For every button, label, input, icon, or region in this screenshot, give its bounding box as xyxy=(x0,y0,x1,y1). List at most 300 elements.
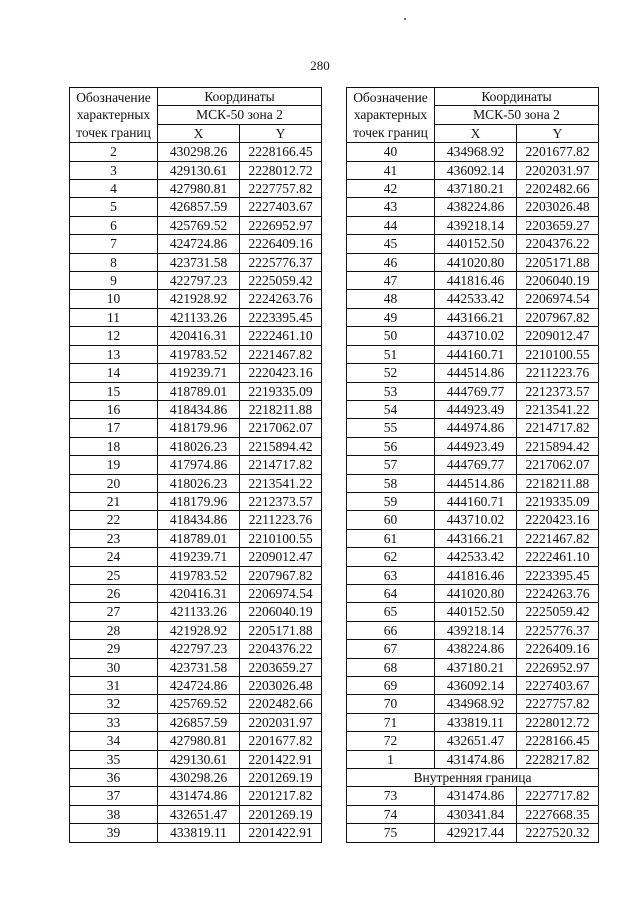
y-coordinate-cell: 2210100.55 xyxy=(240,529,322,547)
point-id-cell: 73 xyxy=(347,787,435,805)
y-coordinate-cell: 2217062.07 xyxy=(517,456,599,474)
point-id-cell: 22 xyxy=(70,511,158,529)
x-coordinate-cell: 417974.86 xyxy=(158,456,240,474)
table-row xyxy=(347,492,599,510)
point-id-cell: 46 xyxy=(347,253,435,271)
x-coordinate-cell: 441020.80 xyxy=(435,253,517,271)
table-row xyxy=(347,161,599,179)
y-coordinate-cell: 2207967.82 xyxy=(517,308,599,326)
y-coordinate-cell: 2210100.55 xyxy=(517,345,599,363)
y-coordinate-cell: 2201217.82 xyxy=(240,787,322,805)
x-coordinate-cell: 430298.26 xyxy=(158,143,240,161)
y-coordinate-cell: 2201422.91 xyxy=(240,750,322,768)
inner-boundary-label: Внутренняя граница xyxy=(347,769,599,787)
y-coordinate-cell: 2215894.42 xyxy=(517,437,599,455)
x-coordinate-cell: 421133.26 xyxy=(158,603,240,621)
right-table-body xyxy=(347,143,599,842)
table-row xyxy=(347,474,599,492)
table-row xyxy=(70,677,322,695)
point-id-cell: 33 xyxy=(70,713,158,731)
y-coordinate-cell: 2212373.57 xyxy=(240,492,322,510)
point-id-cell: 9 xyxy=(70,272,158,290)
table-row xyxy=(70,584,322,602)
y-coordinate-cell: 2202482.66 xyxy=(240,695,322,713)
y-coordinate-cell: 2206040.19 xyxy=(517,272,599,290)
point-id-cell: 10 xyxy=(70,290,158,308)
table-row xyxy=(347,713,599,731)
point-id-cell: 4 xyxy=(70,180,158,198)
table-row xyxy=(347,548,599,566)
x-coordinate-cell: 439218.14 xyxy=(435,216,517,234)
point-id-cell: 62 xyxy=(347,548,435,566)
point-id-cell: 59 xyxy=(347,492,435,510)
y-coordinate-cell: 2206974.54 xyxy=(240,584,322,602)
table-row xyxy=(347,327,599,345)
x-coordinate-cell: 421928.92 xyxy=(158,621,240,639)
y-coordinate-cell: 2219335.09 xyxy=(517,492,599,510)
table-row xyxy=(70,382,322,400)
x-coordinate-cell: 418179.96 xyxy=(158,492,240,510)
table-row xyxy=(347,456,599,474)
y-coordinate-cell: 2224263.76 xyxy=(240,290,322,308)
y-coordinate-cell: 2214717.82 xyxy=(517,419,599,437)
x-coordinate-cell: 424724.86 xyxy=(158,235,240,253)
y-coordinate-cell: 2223395.45 xyxy=(240,308,322,326)
x-coordinate-cell: 444769.77 xyxy=(435,382,517,400)
y-coordinate-cell: 2202031.97 xyxy=(240,713,322,731)
x-coordinate-cell: 436092.14 xyxy=(435,161,517,179)
point-id-cell: 30 xyxy=(70,658,158,676)
table-row xyxy=(70,437,322,455)
table-row xyxy=(70,419,322,437)
table-row xyxy=(347,566,599,584)
point-id-cell: 71 xyxy=(347,713,435,731)
point-id-cell: 7 xyxy=(70,235,158,253)
table-row xyxy=(347,677,599,695)
x-coordinate-cell: 444923.49 xyxy=(435,400,517,418)
table-row xyxy=(70,235,322,253)
y-coordinate-cell: 2220423.16 xyxy=(240,364,322,382)
x-coordinate-cell: 437180.21 xyxy=(435,658,517,676)
y-coordinate-cell: 2225776.37 xyxy=(517,621,599,639)
y-coordinate-cell: 2201677.82 xyxy=(240,732,322,750)
y-coordinate-cell: 2227403.67 xyxy=(240,198,322,216)
point-id-cell: 11 xyxy=(70,308,158,326)
point-id-cell: 39 xyxy=(70,824,158,842)
x-coordinate-cell: 430341.84 xyxy=(435,805,517,823)
header-coordinates: Координаты xyxy=(158,88,322,106)
x-coordinate-cell: 418026.23 xyxy=(158,474,240,492)
y-coordinate-cell: 2227668.35 xyxy=(517,805,599,823)
point-id-cell: 34 xyxy=(70,732,158,750)
x-coordinate-cell: 438224.86 xyxy=(435,640,517,658)
y-coordinate-cell: 2225059.42 xyxy=(517,603,599,621)
x-coordinate-cell: 443710.02 xyxy=(435,327,517,345)
x-coordinate-cell: 437180.21 xyxy=(435,180,517,198)
y-coordinate-cell: 2226409.16 xyxy=(517,640,599,658)
table-row xyxy=(347,824,599,842)
y-coordinate-cell: 2227520.32 xyxy=(517,824,599,842)
y-coordinate-cell: 2218211.88 xyxy=(517,474,599,492)
point-id-cell: 17 xyxy=(70,419,158,437)
x-coordinate-cell: 422797.23 xyxy=(158,640,240,658)
table-row xyxy=(347,805,599,823)
table-row xyxy=(70,180,322,198)
y-coordinate-cell: 2228012.72 xyxy=(240,161,322,179)
table-row xyxy=(347,695,599,713)
y-coordinate-cell: 2205171.88 xyxy=(517,253,599,271)
table-row xyxy=(70,529,322,547)
point-id-cell: 45 xyxy=(347,235,435,253)
point-id-cell: 52 xyxy=(347,364,435,382)
header-point-designation xyxy=(347,88,435,143)
x-coordinate-cell: 421133.26 xyxy=(158,308,240,326)
x-coordinate-cell: 444974.86 xyxy=(435,419,517,437)
header-point-line: точек границ xyxy=(353,124,428,140)
x-coordinate-cell: 425769.52 xyxy=(158,216,240,234)
point-id-cell: 54 xyxy=(347,400,435,418)
point-id-cell: 40 xyxy=(347,143,435,161)
y-coordinate-cell: 2228166.45 xyxy=(240,143,322,161)
point-id-cell: 48 xyxy=(347,290,435,308)
x-coordinate-cell: 440152.50 xyxy=(435,603,517,621)
x-coordinate-cell: 423731.58 xyxy=(158,658,240,676)
x-coordinate-cell: 422797.23 xyxy=(158,272,240,290)
table-row xyxy=(70,327,322,345)
header-y: Y xyxy=(517,124,599,142)
header-point-designation xyxy=(70,88,158,143)
point-id-cell: 36 xyxy=(70,769,158,787)
x-coordinate-cell: 431474.86 xyxy=(158,787,240,805)
point-id-cell: 35 xyxy=(70,750,158,768)
y-coordinate-cell: 2205171.88 xyxy=(240,621,322,639)
header-y: Y xyxy=(240,124,322,142)
y-coordinate-cell: 2201677.82 xyxy=(517,143,599,161)
point-id-cell: 20 xyxy=(70,474,158,492)
x-coordinate-cell: 427980.81 xyxy=(158,732,240,750)
y-coordinate-cell: 2204376.22 xyxy=(517,235,599,253)
y-coordinate-cell: 2203659.27 xyxy=(517,216,599,234)
y-coordinate-cell: 2226952.97 xyxy=(240,216,322,234)
x-coordinate-cell: 426857.59 xyxy=(158,198,240,216)
table-row xyxy=(347,419,599,437)
x-coordinate-cell: 443166.21 xyxy=(435,308,517,326)
y-coordinate-cell: 2201422.91 xyxy=(240,824,322,842)
y-coordinate-cell: 2221467.82 xyxy=(240,345,322,363)
point-id-cell: 61 xyxy=(347,529,435,547)
table-row xyxy=(70,161,322,179)
x-coordinate-cell: 418026.23 xyxy=(158,437,240,455)
y-coordinate-cell: 2209012.47 xyxy=(517,327,599,345)
table-row xyxy=(347,621,599,639)
point-id-cell: 16 xyxy=(70,400,158,418)
x-coordinate-cell: 419783.52 xyxy=(158,345,240,363)
y-coordinate-cell: 2201269.19 xyxy=(240,805,322,823)
table-row xyxy=(70,621,322,639)
x-coordinate-cell: 429130.61 xyxy=(158,750,240,768)
table-row xyxy=(347,253,599,271)
y-coordinate-cell: 2212373.57 xyxy=(517,382,599,400)
point-id-cell: 37 xyxy=(70,787,158,805)
header-point-line: точек границ xyxy=(76,124,151,140)
table-row xyxy=(70,603,322,621)
table-row xyxy=(347,382,599,400)
x-coordinate-cell: 430298.26 xyxy=(158,769,240,787)
table-row xyxy=(347,787,599,805)
point-id-cell: 68 xyxy=(347,658,435,676)
y-coordinate-cell: 2202031.97 xyxy=(517,161,599,179)
point-id-cell: 65 xyxy=(347,603,435,621)
header-point-line: характерных xyxy=(353,107,428,123)
y-coordinate-cell: 2211223.76 xyxy=(517,364,599,382)
y-coordinate-cell: 2213541.22 xyxy=(517,400,599,418)
x-coordinate-cell: 444160.71 xyxy=(435,492,517,510)
x-coordinate-cell: 436092.14 xyxy=(435,677,517,695)
table-row xyxy=(347,437,599,455)
point-id-cell: 1 xyxy=(347,750,435,768)
y-coordinate-cell: 2225059.42 xyxy=(240,272,322,290)
x-coordinate-cell: 419783.52 xyxy=(158,566,240,584)
table-row xyxy=(70,345,322,363)
y-coordinate-cell: 2227403.67 xyxy=(517,677,599,695)
y-coordinate-cell: 2202482.66 xyxy=(517,180,599,198)
header-coordinate-system: МСК-50 зона 2 xyxy=(435,106,599,124)
table-row xyxy=(347,400,599,418)
table-row xyxy=(347,529,599,547)
point-id-cell: 31 xyxy=(70,677,158,695)
table-row xyxy=(70,456,322,474)
left-table-body xyxy=(70,143,322,842)
x-coordinate-cell: 432651.47 xyxy=(158,805,240,823)
y-coordinate-cell: 2223395.45 xyxy=(517,566,599,584)
x-coordinate-cell: 444514.86 xyxy=(435,474,517,492)
point-id-cell: 58 xyxy=(347,474,435,492)
table-row xyxy=(70,824,322,842)
x-coordinate-cell: 433819.11 xyxy=(435,713,517,731)
header-x: X xyxy=(435,124,517,142)
table-row xyxy=(347,272,599,290)
header-point-line: характерных xyxy=(76,107,151,123)
table-row xyxy=(70,713,322,731)
y-coordinate-cell: 2227757.82 xyxy=(517,695,599,713)
y-coordinate-cell: 2214717.82 xyxy=(240,456,322,474)
table-row xyxy=(70,658,322,676)
point-id-cell: 64 xyxy=(347,584,435,602)
table-row xyxy=(70,695,322,713)
table-row xyxy=(70,492,322,510)
point-id-cell: 53 xyxy=(347,382,435,400)
x-coordinate-cell: 443166.21 xyxy=(435,529,517,547)
x-coordinate-cell: 432651.47 xyxy=(435,732,517,750)
x-coordinate-cell: 427980.81 xyxy=(158,180,240,198)
table-row xyxy=(70,216,322,234)
x-coordinate-cell: 440152.50 xyxy=(435,235,517,253)
point-id-cell: 63 xyxy=(347,566,435,584)
x-coordinate-cell: 418434.86 xyxy=(158,400,240,418)
point-id-cell: 44 xyxy=(347,216,435,234)
point-id-cell: 42 xyxy=(347,180,435,198)
x-coordinate-cell: 431474.86 xyxy=(435,750,517,768)
header-point-line: Обозначение xyxy=(76,90,151,105)
section-row xyxy=(347,769,599,787)
x-coordinate-cell: 420416.31 xyxy=(158,584,240,602)
coordinates-table-right xyxy=(346,87,599,843)
point-id-cell: 8 xyxy=(70,253,158,271)
y-coordinate-cell: 2227757.82 xyxy=(240,180,322,198)
x-coordinate-cell: 429130.61 xyxy=(158,161,240,179)
table-row xyxy=(70,787,322,805)
x-coordinate-cell: 434968.92 xyxy=(435,695,517,713)
x-coordinate-cell: 441020.80 xyxy=(435,584,517,602)
y-coordinate-cell: 2213541.22 xyxy=(240,474,322,492)
point-id-cell: 75 xyxy=(347,824,435,842)
x-coordinate-cell: 419239.71 xyxy=(158,548,240,566)
point-id-cell: 25 xyxy=(70,566,158,584)
x-coordinate-cell: 441816.46 xyxy=(435,272,517,290)
point-id-cell: 56 xyxy=(347,437,435,455)
point-id-cell: 26 xyxy=(70,584,158,602)
x-coordinate-cell: 444514.86 xyxy=(435,364,517,382)
x-coordinate-cell: 420416.31 xyxy=(158,327,240,345)
x-coordinate-cell: 442533.42 xyxy=(435,548,517,566)
point-id-cell: 47 xyxy=(347,272,435,290)
table-row xyxy=(70,253,322,271)
table-row xyxy=(70,732,322,750)
x-coordinate-cell: 418179.96 xyxy=(158,419,240,437)
y-coordinate-cell: 2206040.19 xyxy=(240,603,322,621)
page-number: 280 xyxy=(310,58,330,73)
table-row xyxy=(347,198,599,216)
header-point-line: Обозначение xyxy=(353,90,428,105)
table-row xyxy=(70,805,322,823)
point-id-cell: 69 xyxy=(347,677,435,695)
point-id-cell: 50 xyxy=(347,327,435,345)
point-id-cell: 3 xyxy=(70,161,158,179)
point-id-cell: 32 xyxy=(70,695,158,713)
point-id-cell: 41 xyxy=(347,161,435,179)
point-id-cell: 38 xyxy=(70,805,158,823)
x-coordinate-cell: 444160.71 xyxy=(435,345,517,363)
x-coordinate-cell: 425769.52 xyxy=(158,695,240,713)
x-coordinate-cell: 418789.01 xyxy=(158,529,240,547)
x-coordinate-cell: 423731.58 xyxy=(158,253,240,271)
x-coordinate-cell: 426857.59 xyxy=(158,713,240,731)
point-id-cell: 66 xyxy=(347,621,435,639)
table-row xyxy=(70,272,322,290)
y-coordinate-cell: 2220423.16 xyxy=(517,511,599,529)
y-coordinate-cell: 2226952.97 xyxy=(517,658,599,676)
x-coordinate-cell: 429217.44 xyxy=(435,824,517,842)
y-coordinate-cell: 2206974.54 xyxy=(517,290,599,308)
x-coordinate-cell: 431474.86 xyxy=(435,787,517,805)
y-coordinate-cell: 2225776.37 xyxy=(240,253,322,271)
table-row xyxy=(347,290,599,308)
x-coordinate-cell: 438224.86 xyxy=(435,198,517,216)
table-row xyxy=(347,364,599,382)
y-coordinate-cell: 2222461.10 xyxy=(517,548,599,566)
table-row xyxy=(347,308,599,326)
point-id-cell: 5 xyxy=(70,198,158,216)
point-id-cell: 43 xyxy=(347,198,435,216)
table-row xyxy=(347,603,599,621)
point-id-cell: 49 xyxy=(347,308,435,326)
point-id-cell: 14 xyxy=(70,364,158,382)
table-row xyxy=(347,216,599,234)
y-coordinate-cell: 2203026.48 xyxy=(240,677,322,695)
y-coordinate-cell: 2228217.82 xyxy=(517,750,599,768)
point-id-cell: 12 xyxy=(70,327,158,345)
y-coordinate-cell: 2209012.47 xyxy=(240,548,322,566)
coordinates-table-left xyxy=(69,87,322,843)
header-x: X xyxy=(158,124,240,142)
table-row xyxy=(347,180,599,198)
scan-speck xyxy=(404,18,406,20)
point-id-cell: 67 xyxy=(347,640,435,658)
point-id-cell: 19 xyxy=(70,456,158,474)
point-id-cell: 60 xyxy=(347,511,435,529)
table-row xyxy=(347,511,599,529)
y-coordinate-cell: 2201269.19 xyxy=(240,769,322,787)
point-id-cell: 74 xyxy=(347,805,435,823)
x-coordinate-cell: 443710.02 xyxy=(435,511,517,529)
table-row xyxy=(347,640,599,658)
table-row xyxy=(70,364,322,382)
table-row xyxy=(70,548,322,566)
table-row xyxy=(70,400,322,418)
y-coordinate-cell: 2203659.27 xyxy=(240,658,322,676)
y-coordinate-cell: 2211223.76 xyxy=(240,511,322,529)
table-row xyxy=(347,732,599,750)
y-coordinate-cell: 2221467.82 xyxy=(517,529,599,547)
point-id-cell: 24 xyxy=(70,548,158,566)
y-coordinate-cell: 2218211.88 xyxy=(240,400,322,418)
x-coordinate-cell: 442533.42 xyxy=(435,290,517,308)
table-row xyxy=(70,474,322,492)
point-id-cell: 55 xyxy=(347,419,435,437)
y-coordinate-cell: 2203026.48 xyxy=(517,198,599,216)
x-coordinate-cell: 444769.77 xyxy=(435,456,517,474)
point-id-cell: 70 xyxy=(347,695,435,713)
x-coordinate-cell: 441816.46 xyxy=(435,566,517,584)
table-row xyxy=(70,511,322,529)
x-coordinate-cell: 421928.92 xyxy=(158,290,240,308)
table-row xyxy=(347,750,599,768)
table-row xyxy=(70,750,322,768)
y-coordinate-cell: 2228166.45 xyxy=(517,732,599,750)
x-coordinate-cell: 418434.86 xyxy=(158,511,240,529)
y-coordinate-cell: 2228012.72 xyxy=(517,713,599,731)
x-coordinate-cell: 419239.71 xyxy=(158,364,240,382)
y-coordinate-cell: 2215894.42 xyxy=(240,437,322,455)
point-id-cell: 18 xyxy=(70,437,158,455)
y-coordinate-cell: 2217062.07 xyxy=(240,419,322,437)
point-id-cell: 21 xyxy=(70,492,158,510)
y-coordinate-cell: 2207967.82 xyxy=(240,566,322,584)
point-id-cell: 57 xyxy=(347,456,435,474)
table-row xyxy=(70,566,322,584)
point-id-cell: 23 xyxy=(70,529,158,547)
point-id-cell: 28 xyxy=(70,621,158,639)
x-coordinate-cell: 439218.14 xyxy=(435,621,517,639)
point-id-cell: 2 xyxy=(70,143,158,161)
y-coordinate-cell: 2219335.09 xyxy=(240,382,322,400)
y-coordinate-cell: 2222461.10 xyxy=(240,327,322,345)
x-coordinate-cell: 434968.92 xyxy=(435,143,517,161)
table-row xyxy=(347,143,599,161)
point-id-cell: 15 xyxy=(70,382,158,400)
table-row xyxy=(70,640,322,658)
header-coordinates: Координаты xyxy=(435,88,599,106)
